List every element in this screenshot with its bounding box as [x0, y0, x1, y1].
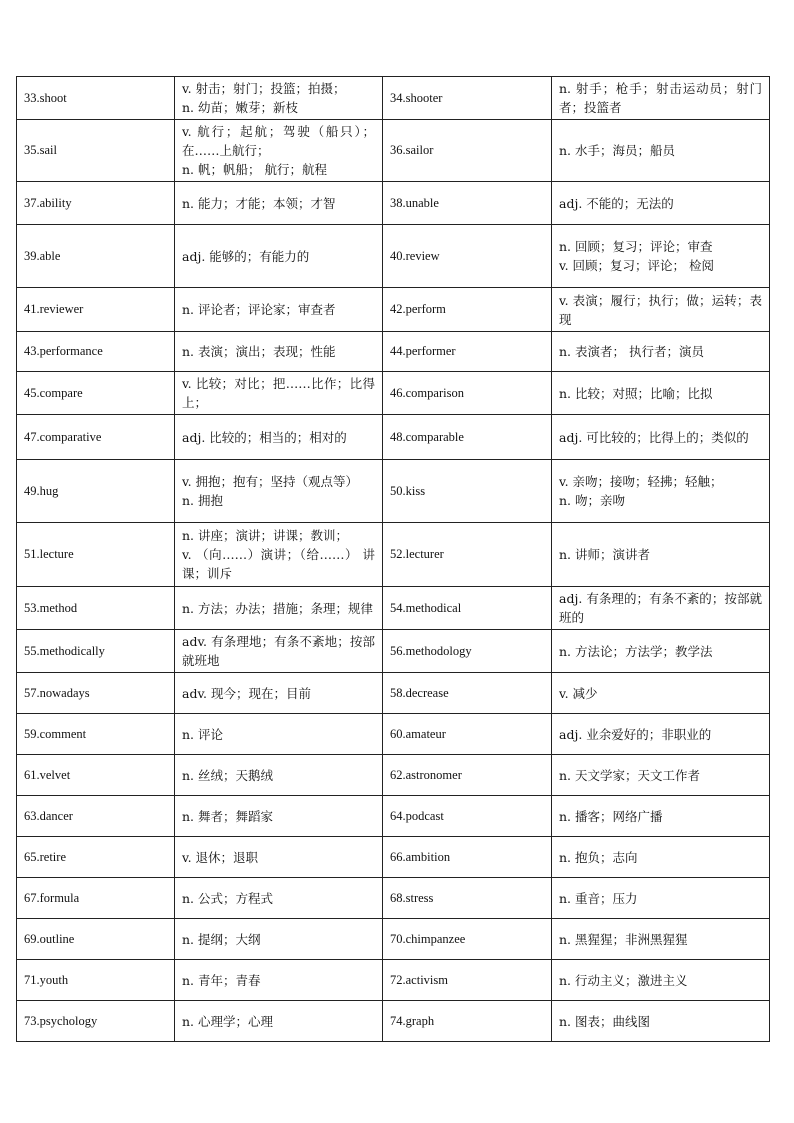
- meaning-cell: n. 水手；海员；船员: [552, 120, 770, 182]
- word-cell: 55.methodically: [17, 630, 175, 673]
- word-cell: 45.compare: [17, 372, 175, 415]
- word-cell: 36.sailor: [383, 120, 552, 182]
- table-row: [17, 523, 770, 587]
- word-cell: 60.amateur: [383, 714, 552, 755]
- table-row: [17, 755, 770, 796]
- word-cell: 51.lecture: [17, 523, 175, 587]
- meaning-cell: n. 抱负；志向: [552, 837, 770, 878]
- word-cell: 52.lecturer: [383, 523, 552, 587]
- meaning-cell: n. 丝绒；天鹅绒: [175, 755, 383, 796]
- table-row: [17, 332, 770, 372]
- table-row: [17, 714, 770, 755]
- meaning-cell: n. 表演；演出；表现；性能: [175, 332, 383, 372]
- meaning-cell: n. 提纲；大纲: [175, 919, 383, 960]
- table-row: [17, 182, 770, 225]
- word-cell: 68.stress: [383, 878, 552, 919]
- word-cell: 43.performance: [17, 332, 175, 372]
- word-cell: 70.chimpanzee: [383, 919, 552, 960]
- meaning-cell: n. 天文学家；天文工作者: [552, 755, 770, 796]
- table-row: [17, 587, 770, 630]
- meaning-cell: n. 图表；曲线图: [552, 1001, 770, 1042]
- meaning-cell: n. 舞者；舞蹈家: [175, 796, 383, 837]
- word-cell: 54.methodical: [383, 587, 552, 630]
- meaning-cell: n. 公式；方程式: [175, 878, 383, 919]
- meaning-cell: n. 心理学；心理: [175, 1001, 383, 1042]
- word-cell: 47.comparative: [17, 415, 175, 460]
- meaning-cell: n. 讲师；演讲者: [552, 523, 770, 587]
- word-cell: 33.shoot: [17, 77, 175, 120]
- word-cell: 46.comparison: [383, 372, 552, 415]
- table-row: [17, 837, 770, 878]
- meaning-cell: adv. 有条理地；有条不紊地；按部就班地: [175, 630, 383, 673]
- meaning-cell: n. 行动主义；激进主义: [552, 960, 770, 1001]
- vocabulary-table-body: [17, 77, 770, 1042]
- meaning-cell: n. 青年；青春: [175, 960, 383, 1001]
- table-row: [17, 630, 770, 673]
- word-cell: 44.performer: [383, 332, 552, 372]
- word-cell: 72.activism: [383, 960, 552, 1001]
- vocabulary-table: [16, 76, 770, 1042]
- word-cell: 50.kiss: [383, 460, 552, 523]
- word-cell: 42.perform: [383, 288, 552, 332]
- table-row: [17, 120, 770, 182]
- word-cell: 61.velvet: [17, 755, 175, 796]
- meaning-cell: n. 表演者； 执行者；演员: [552, 332, 770, 372]
- word-cell: 65.retire: [17, 837, 175, 878]
- word-cell: 34.shooter: [383, 77, 552, 120]
- word-cell: 71.youth: [17, 960, 175, 1001]
- word-cell: 69.outline: [17, 919, 175, 960]
- table-row: [17, 1001, 770, 1042]
- meaning-cell: adj. 能够的；有能力的: [175, 225, 383, 288]
- word-cell: 73.psychology: [17, 1001, 175, 1042]
- meaning-cell: n. 黑猩猩；非洲黑猩猩: [552, 919, 770, 960]
- meaning-cell: n. 播客；网络广播: [552, 796, 770, 837]
- meaning-cell: adj. 业余爱好的；非职业的: [552, 714, 770, 755]
- meaning-cell: v. 航行；起航；驾驶（船只）；在……上航行； n. 帆；帆船； 航行；航程: [175, 120, 383, 182]
- word-cell: 63.dancer: [17, 796, 175, 837]
- word-cell: 67.formula: [17, 878, 175, 919]
- word-cell: 35.sail: [17, 120, 175, 182]
- word-cell: 49.hug: [17, 460, 175, 523]
- word-cell: 56.methodology: [383, 630, 552, 673]
- meaning-cell: n. 比较；对照；比喻；比拟: [552, 372, 770, 415]
- meaning-cell: v. 比较；对比；把……比作；比得上；: [175, 372, 383, 415]
- word-cell: 62.astronomer: [383, 755, 552, 796]
- meaning-cell: v. 减少: [552, 673, 770, 714]
- meaning-cell: adj. 可比较的；比得上的；类似的: [552, 415, 770, 460]
- meaning-cell: v. 表演；履行；执行；做；运转；表现: [552, 288, 770, 332]
- word-cell: 53.method: [17, 587, 175, 630]
- table-row: [17, 919, 770, 960]
- meaning-cell: v. 射击；射门；投篮；拍摄； n. 幼苗；嫩芽；新枝: [175, 77, 383, 120]
- meaning-cell: n. 射手；枪手；射击运动员；射门者；投篮者: [552, 77, 770, 120]
- table-row: [17, 415, 770, 460]
- table-row: [17, 372, 770, 415]
- word-cell: 64.podcast: [383, 796, 552, 837]
- word-cell: 57.nowadays: [17, 673, 175, 714]
- word-cell: 39.able: [17, 225, 175, 288]
- table-row: [17, 225, 770, 288]
- word-cell: 37.ability: [17, 182, 175, 225]
- meaning-cell: n. 能力；才能；本领；才智: [175, 182, 383, 225]
- meaning-cell: n. 评论者；评论家；审查者: [175, 288, 383, 332]
- meaning-cell: n. 讲座；演讲；讲课；教训； v. （向……）演讲；（给……） 讲课；训斥: [175, 523, 383, 587]
- table-row: [17, 796, 770, 837]
- table-row: [17, 77, 770, 120]
- table-row: [17, 960, 770, 1001]
- word-cell: 59.comment: [17, 714, 175, 755]
- word-cell: 38.unable: [383, 182, 552, 225]
- word-cell: 41.reviewer: [17, 288, 175, 332]
- meaning-cell: n. 评论: [175, 714, 383, 755]
- table-row: [17, 878, 770, 919]
- meaning-cell: n. 方法论；方法学；教学法: [552, 630, 770, 673]
- word-cell: 74.graph: [383, 1001, 552, 1042]
- table-row: [17, 288, 770, 332]
- meaning-cell: n. 重音；压力: [552, 878, 770, 919]
- word-cell: 40.review: [383, 225, 552, 288]
- meaning-cell: adv. 现今；现在；目前: [175, 673, 383, 714]
- meaning-cell: n. 方法；办法；措施；条理；规律: [175, 587, 383, 630]
- meaning-cell: v. 拥抱；抱有；坚持（观点等） n. 拥抱: [175, 460, 383, 523]
- word-cell: 48.comparable: [383, 415, 552, 460]
- word-cell: 58.decrease: [383, 673, 552, 714]
- meaning-cell: v. 亲吻；接吻；轻拂；轻触； n. 吻；亲吻: [552, 460, 770, 523]
- word-cell: 66.ambition: [383, 837, 552, 878]
- table-row: [17, 673, 770, 714]
- meaning-cell: adj. 比较的；相当的；相对的: [175, 415, 383, 460]
- meaning-cell: n. 回顾；复习；评论；审查 v. 回顾；复习；评论； 检阅: [552, 225, 770, 288]
- meaning-cell: adj. 有条理的；有条不紊的；按部就班的: [552, 587, 770, 630]
- meaning-cell: adj. 不能的；无法的: [552, 182, 770, 225]
- meaning-cell: v. 退休；退职: [175, 837, 383, 878]
- table-row: [17, 460, 770, 523]
